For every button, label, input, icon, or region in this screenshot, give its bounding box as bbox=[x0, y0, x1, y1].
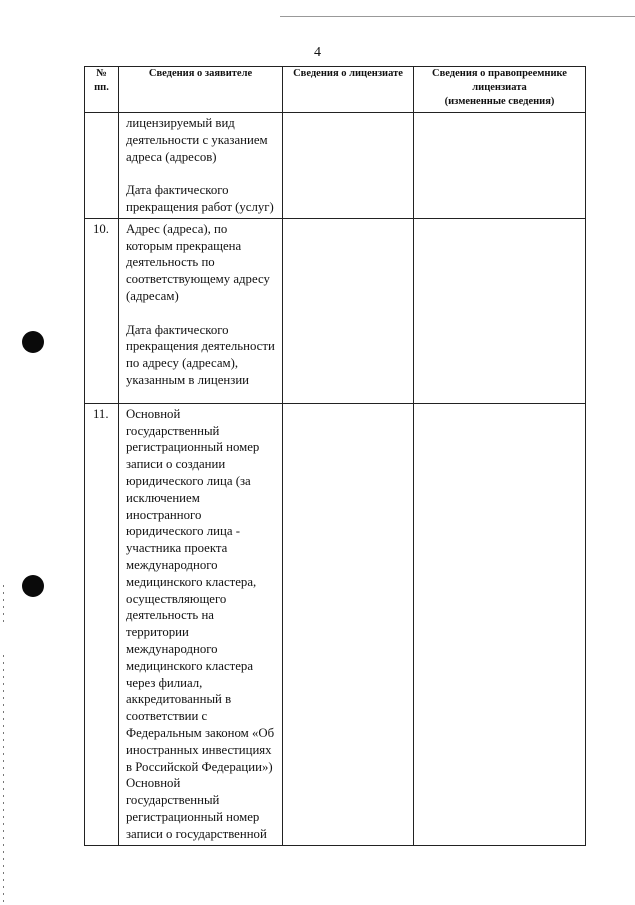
header-number-line: № bbox=[96, 68, 107, 79]
applicant-line: международного bbox=[126, 641, 218, 656]
row-number-cell bbox=[85, 403, 119, 845]
applicant-line: деятельность на bbox=[126, 608, 214, 623]
applicant-line: записи о создании bbox=[126, 457, 226, 472]
applicant-line: по адресу (адресам), bbox=[126, 356, 239, 371]
applicant-line: деятельности с указанием bbox=[126, 132, 268, 147]
applicant-line: адреса (адресов) bbox=[126, 149, 217, 164]
row-number bbox=[85, 113, 118, 115]
successor-cell[interactable] bbox=[414, 113, 586, 219]
applicant-line: соответствии с bbox=[126, 709, 208, 724]
licensee-cell[interactable] bbox=[283, 403, 414, 845]
applicant-line: Основной bbox=[126, 406, 181, 421]
applicant-line: юридического лица - bbox=[126, 524, 240, 539]
header-number bbox=[85, 67, 119, 113]
page-number: 4 bbox=[314, 45, 321, 60]
licensee-cell[interactable] bbox=[283, 113, 414, 219]
top-rule bbox=[280, 16, 635, 17]
applicant-line: Дата фактического bbox=[126, 183, 229, 198]
applicant-line: государственный bbox=[126, 793, 220, 808]
header-successor-line: лицензиата bbox=[472, 82, 527, 93]
applicant-line: которым прекращена bbox=[126, 238, 242, 253]
applicant-line: иностранного bbox=[126, 507, 202, 522]
applicant-line: международного bbox=[126, 557, 218, 572]
applicant-line: лицензируемый вид bbox=[126, 116, 235, 130]
applicant-line: медицинского кластера bbox=[126, 658, 254, 673]
row-number-cell bbox=[85, 218, 119, 403]
applicant-cell bbox=[119, 218, 283, 403]
row-number: 10. bbox=[93, 221, 109, 236]
applicant-cell bbox=[119, 113, 283, 219]
license-info-table bbox=[84, 66, 586, 846]
applicant-line: иностранных инвестициях bbox=[126, 742, 272, 757]
applicant-cell bbox=[119, 403, 283, 845]
applicant-line: прекращения деятельности bbox=[126, 339, 275, 354]
applicant-line: медицинского кластера, bbox=[126, 574, 257, 589]
table-row bbox=[85, 403, 586, 845]
header-successor bbox=[414, 67, 586, 113]
applicant-line: юридического лица (за bbox=[126, 473, 251, 488]
successor-cell[interactable] bbox=[414, 403, 586, 845]
row-number: 11. bbox=[93, 406, 109, 421]
applicant-line: Адрес (адреса), по bbox=[126, 221, 228, 236]
applicant-line: участника проекта bbox=[126, 541, 228, 556]
header-applicant: Сведения о заявителе bbox=[119, 67, 283, 113]
margin-scan-mark bbox=[3, 655, 4, 905]
applicant-line: государственный bbox=[126, 423, 220, 438]
applicant-line: Дата фактического bbox=[126, 322, 229, 337]
header-number-line: пп. bbox=[94, 82, 109, 93]
applicant-line: осуществляющего bbox=[126, 591, 227, 606]
header-licensee: Сведения о лицензиате bbox=[283, 67, 414, 113]
applicant-line: регистрационный номер bbox=[126, 440, 260, 455]
applicant-line: через филиал, bbox=[126, 675, 203, 690]
applicant-line: деятельность по bbox=[126, 255, 215, 270]
applicant-line: Основной bbox=[126, 776, 181, 791]
applicant-line: территории bbox=[126, 625, 189, 640]
licensee-cell[interactable] bbox=[283, 218, 414, 403]
successor-cell[interactable] bbox=[414, 218, 586, 403]
table-row bbox=[85, 113, 586, 219]
applicant-line: аккредитованный в bbox=[126, 692, 232, 707]
applicant-line: (адресам) bbox=[126, 288, 179, 303]
applicant-line: в Российской Федерации») bbox=[126, 759, 273, 774]
table-row bbox=[85, 218, 586, 403]
applicant-line: регистрационный номер bbox=[126, 809, 260, 824]
applicant-line: записи о государственной bbox=[126, 826, 267, 841]
applicant-line: указанным в лицензии bbox=[126, 372, 250, 387]
row-number-cell bbox=[85, 113, 119, 219]
applicant-line: прекращения работ (услуг) bbox=[126, 199, 274, 214]
header-successor-line: (измененные сведения) bbox=[444, 96, 555, 107]
punch-hole-bottom bbox=[22, 575, 44, 597]
applicant-line: соответствующему адресу bbox=[126, 272, 270, 287]
margin-scan-mark bbox=[3, 585, 4, 625]
applicant-line: Федеральным законом «Об bbox=[126, 725, 275, 740]
applicant-line: исключением bbox=[126, 490, 200, 505]
header-successor-line: Сведения о правопреемнике bbox=[432, 68, 567, 79]
table-header-row bbox=[85, 67, 586, 113]
punch-hole-top bbox=[22, 331, 44, 353]
